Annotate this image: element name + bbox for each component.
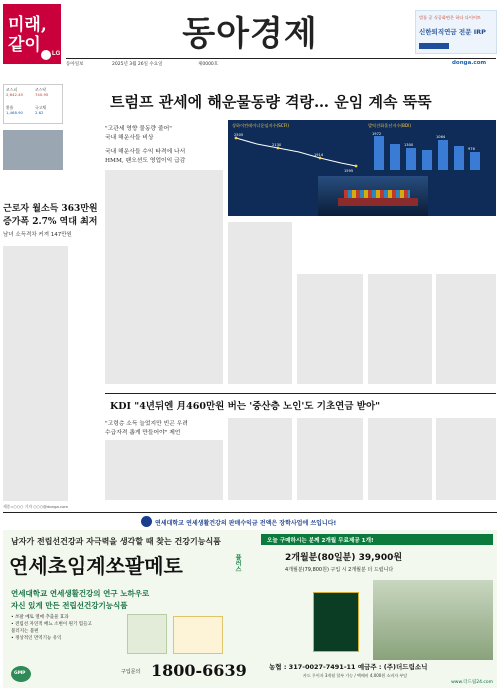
bdi-bar: [470, 152, 480, 170]
ad-bullet: • 정상적인 면역기능 유익: [11, 636, 62, 641]
university-logo-icon: [141, 516, 152, 527]
body-column: [228, 418, 292, 500]
scfi-value-label: 2505: [234, 133, 244, 137]
info-date: 2025년 3월 26일 수요일: [112, 62, 163, 67]
body-column: [436, 274, 496, 384]
ad-top-rule: [3, 512, 497, 513]
body-column: [105, 440, 223, 500]
spokesperson-photo: [373, 580, 493, 660]
kdi-deck-1: "고령층 소득 늘었지만 빈곤 우려: [105, 421, 188, 427]
lead-deck-3: 국내 해운사들 수익 타격에 나서: [105, 149, 186, 155]
book-image: [313, 592, 359, 652]
chart-right-title: 발틱건화물선지수(BDI): [368, 123, 411, 128]
masthead-rule: [66, 58, 496, 59]
ad-left-line-1: 연세대학교 연세생활건강의 연구 노하우로: [11, 589, 150, 598]
phone-number[interactable]: 1800-6639: [151, 661, 247, 680]
ad-product-suffix: 플러스: [234, 554, 241, 572]
bdi-bar: [454, 146, 464, 170]
info-issue: 제0000호: [198, 62, 219, 67]
scfi-value-label: 2130: [272, 143, 282, 147]
phone-label: 구입문의: [121, 669, 141, 675]
bdi-value-label: 1972: [372, 132, 382, 136]
side-story-headline-2[interactable]: 증가폭 2.7% 역대 최저: [3, 217, 98, 227]
ad-box[interactable]: [3, 530, 497, 688]
scfi-point: [319, 157, 322, 160]
info-url[interactable]: donga.com: [452, 60, 487, 66]
kdi-deck-2: 수급자격 좁게 만들어야" 제언: [105, 430, 181, 436]
ticker-value: 2,642.45: [6, 92, 23, 97]
side-story-photo: [3, 130, 63, 170]
scfi-point: [235, 137, 238, 140]
bdi-value-label: 1064: [436, 135, 446, 139]
bdi-value-label: 976: [468, 147, 475, 151]
kdi-top-rule: [105, 393, 496, 394]
banner-brand: LG: [52, 51, 61, 57]
lead-deck-4: HMM, 팬오션도 영업이익 급감: [105, 158, 186, 164]
promo-banner: [261, 534, 493, 545]
body-column: [105, 170, 223, 384]
ticker-value: 740.95: [35, 92, 49, 97]
body-column: [297, 274, 363, 384]
product-box-image: [127, 614, 167, 654]
ad-bullet: • 전립선 자연적 배뇨 소변이 원기 힘들고: [11, 622, 92, 627]
ad-bullet: • 쏘팔 메토 열매 추출물 효과: [11, 615, 69, 620]
lead-story-body: [105, 170, 496, 388]
bank-sub: 카드 무이자 3개월 할부 가능 / 택배비 4,000원 소비자 부담: [303, 673, 408, 678]
kdi-headline[interactable]: KDI "4년뒤엔 月460만원 버는 '중산층 노인'도 기초연금 받아": [110, 401, 381, 412]
masthead-left-banner[interactable]: [3, 4, 61, 64]
ticker-label: 환율: [6, 105, 14, 110]
promo-text: 오늘 구매하시는 분께 2개월 무료제공 1개!: [267, 538, 374, 544]
ticker-value: 1,468.90: [6, 110, 23, 115]
body-column: [436, 418, 496, 500]
lead-deck-2: 국내 해운사들 비상: [105, 135, 154, 141]
ad-subtitle: 남자가 전립선건강과 자극력을 생각할 때 찾는 건강기능식품: [11, 537, 221, 546]
right-ad-logo-icon: [419, 43, 449, 49]
ticker-item: [6, 105, 34, 115]
scfi-point: [355, 165, 358, 168]
scfi-point: [277, 147, 280, 150]
gmp-badge-icon: [11, 666, 31, 682]
bdi-bar: [374, 136, 384, 170]
ticker-item: [35, 105, 63, 115]
banner-line-1: 미래,: [8, 15, 47, 35]
body-column: [368, 274, 432, 384]
chart-left-title: 상하이컨테이너운임지수(SCFI): [232, 123, 289, 128]
scfi-value-label: 1595: [344, 169, 354, 173]
side-body-text: [3, 246, 68, 501]
site-url[interactable]: www.더드림24.com: [451, 680, 493, 685]
ad-product-name: 연세초임계쏘팔메토: [9, 554, 183, 578]
info-paper-name: 동아일보: [66, 62, 84, 67]
lead-deck-1: "고관세 영향 물동량 줄어": [105, 126, 172, 132]
ad-bullet: 불러지는 불편: [11, 629, 39, 634]
kdi-body: [105, 440, 496, 502]
ad-left-line-2: 자신 있게 만든 전립선건강기능식품: [11, 601, 128, 610]
bdi-bar: [390, 144, 400, 170]
right-ad-line-1: 벌툴 공 식공화면은 하다 다이어트: [419, 15, 481, 20]
ticker-value: 2.62: [35, 110, 44, 115]
bdi-bar: [422, 150, 432, 170]
bdi-bar: [438, 140, 448, 170]
bank-info: 농협 : 317-0027-7491-11 예금주 : (주)더드림소닉: [269, 663, 428, 671]
market-ticker: [3, 84, 63, 124]
body-column: [297, 418, 363, 500]
bdi-value-label: 1300: [404, 143, 414, 147]
gmp-label: GMP: [14, 671, 26, 676]
banner-line-2: 같이: [8, 35, 41, 55]
ticker-label: 국고채: [35, 105, 47, 110]
masthead-info-bar: [66, 60, 496, 68]
ad-bullet-list: [11, 614, 121, 642]
newspaper-title[interactable]: 동아경제: [182, 14, 318, 54]
bdi-bar: [406, 148, 416, 170]
product-pack-image: [173, 616, 223, 654]
scfi-value-label: 1914: [314, 153, 324, 157]
body-column: [368, 418, 432, 500]
scfi-chart: [232, 130, 360, 174]
right-ad-line-2: 신한퇴직연금 전문 IRP: [419, 28, 486, 36]
ticker-label: 코스닥: [35, 87, 47, 92]
bdi-chart: [368, 130, 492, 174]
price-box: 2개월분(80일분) 39,900원: [285, 553, 403, 563]
masthead-right-ad[interactable]: [415, 10, 497, 54]
side-story-subhead: 남녀 소득격차 커져 147만원: [3, 232, 72, 238]
ticker-item: [6, 87, 34, 97]
lg-logo-icon: [41, 50, 51, 60]
body-column: [228, 222, 292, 384]
side-story-headline-1[interactable]: 근로자 월소득 363만원: [3, 204, 98, 214]
ticker-item: [35, 87, 63, 97]
ad-top-line: [3, 515, 497, 529]
main-headline[interactable]: 트럼프 관세에 해운물동량 격랑… 운임 계속 뚝뚝: [110, 93, 432, 111]
ad-top-text: 연세대학교 연세생활건강의 판매수익금 전액은 장학사업에 쓰입니다!: [155, 520, 337, 527]
byline: 세종=○○○ 기자 ○○○@donga.com: [3, 504, 69, 509]
scfi-line: [236, 138, 356, 166]
price-sub: 4개월분(79,800원) 구입 시 2개월분 더 드립니다: [285, 567, 394, 573]
ticker-label: 코스피: [6, 87, 18, 92]
